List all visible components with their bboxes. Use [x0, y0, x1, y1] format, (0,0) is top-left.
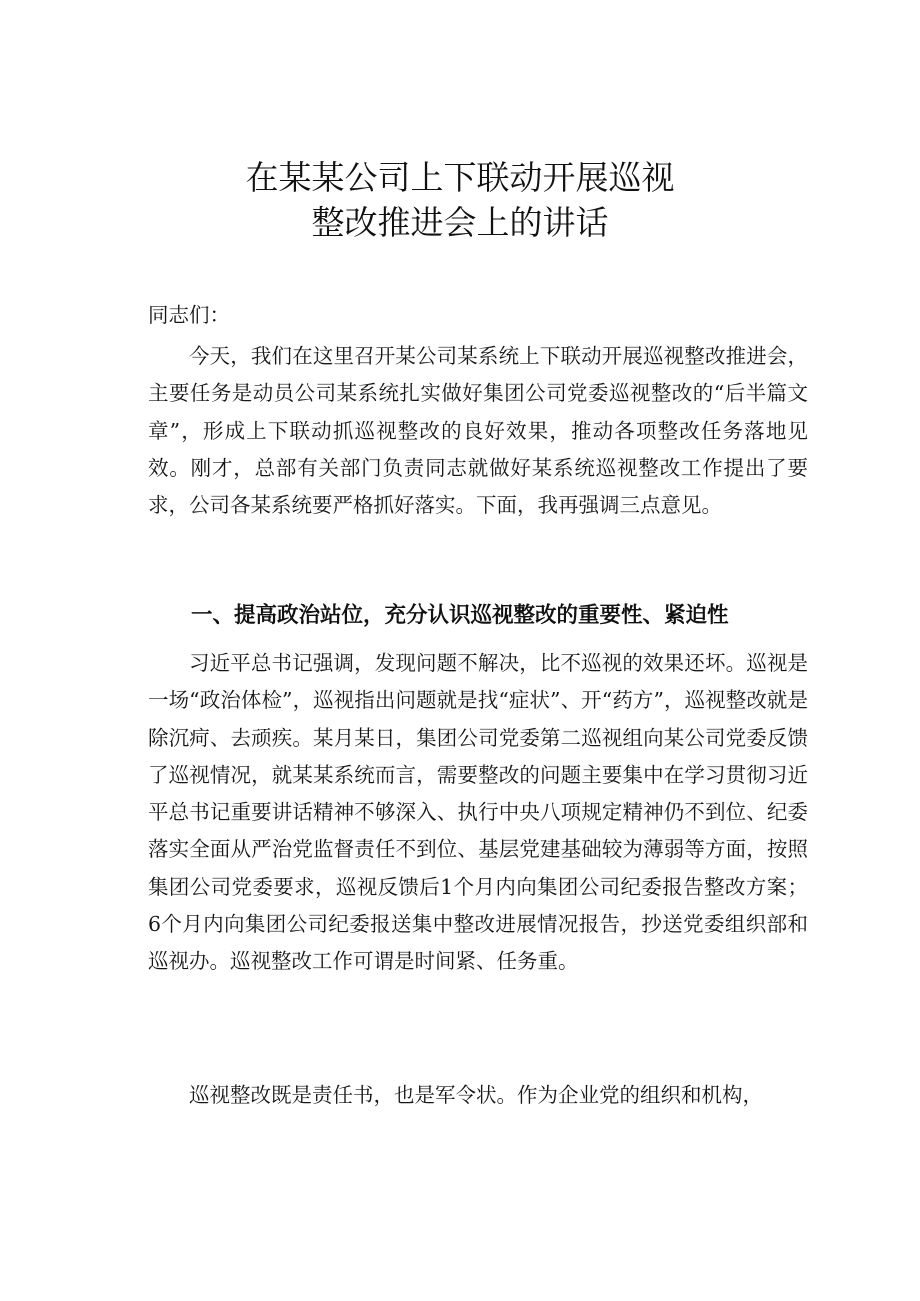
paragraph-intro: 今天，我们在这里召开某公司某系统上下联动开展巡视整改推进会，主要任务是动员公司某系统扎实做好集团公司党委巡视整改的“后半篇文章”，形成上下联动抓巡视整改的良好效果，推动各项整改任务落地见效。刚才，总部有关部门负责同志就做好某系统巡视整改工作提出了要求，公司各某系统要严格抓好落实。下面，我再强调三点意见。 — [148, 344, 808, 518]
paragraph-section1-continued: 巡视整改既是责任书，也是军令状。作为企业党的组织和机构， — [189, 1083, 763, 1107]
paragraph-section1-body: 习近平总书记强调，发现问题不解决，比不巡视的效果还坏。巡视是一场“政治体检”，巡视指出问题就是找“症状”、开“药方”，巡视整改就是除沉疴、去顽疾。某月某日，集团公司党委第二巡视组向某公司党委反馈了巡视情况，就某某系统而言，需要整改的问题主要集中在学习贯彻习近平总书记重要讲话精神不够深入、执行中央八项规定精神仍不到位、纪委落实全面从严治党监督责任不到位、基层党建基础较为薄弱等方面，按照集团公司党委要求，巡视反馈后1个月内向集团公司纪委报告整改方案；6个月内向集团公司纪委报送集中整改进展情况报告，抄送党委组织部和巡视办。巡视整改工作可谓是时间紧、任务重。 — [148, 651, 808, 974]
salutation: 同志们： — [148, 303, 230, 327]
section-heading-1: 一、提高政治站位，充分认识巡视整改的重要性、紧迫性 — [191, 603, 729, 628]
document-title-line-1: 在某某公司上下联动开展巡视 — [245, 158, 675, 197]
document-title-line-2: 整改推进会上的讲话 — [311, 203, 609, 242]
